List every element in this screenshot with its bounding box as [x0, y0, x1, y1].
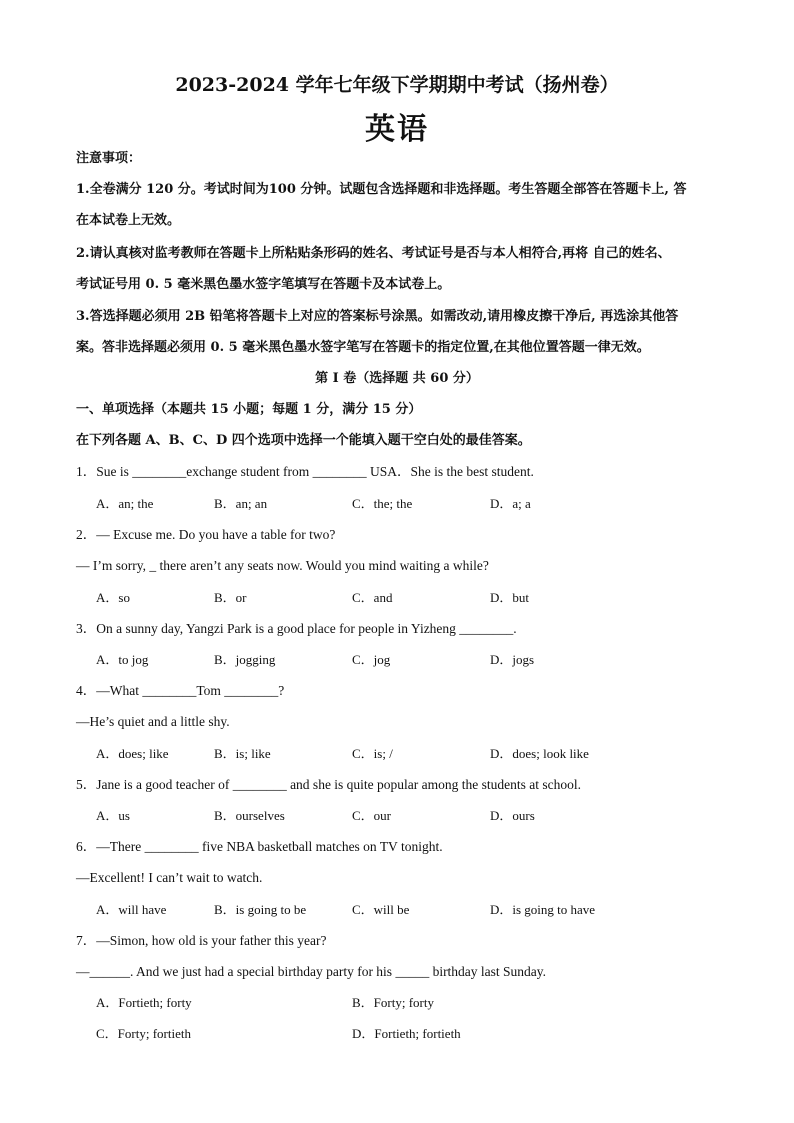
question-6-option-a: A．will have: [96, 902, 167, 917]
question-3-option-c: C．jog: [352, 652, 391, 667]
question-7-option-b: B．Forty; forty: [352, 995, 434, 1010]
section-1-title: 一、单项选择（本题共 15 小题；每题 1 分，满分 15 分）: [76, 402, 422, 417]
question-7-stem: 7．—Simon, how old is your father this year?: [76, 933, 327, 948]
question-4-option-d: D．does; look like: [490, 746, 589, 761]
question-4-stem: 4．—What ________Tom ________?: [76, 683, 285, 698]
part-1-heading: 第 I 卷（选择题 共 60 分）: [315, 371, 479, 386]
question-2-option-a: A．so: [96, 590, 130, 605]
notice-item-2-line-2: 考试证号用 0. 5 毫米黑色墨水签字笔填写在答题卡及本试卷上。: [76, 277, 451, 292]
section-1-instruction: 在下列各题 A、B、C、D 四个选项中选择一个能填入题干空白处的最佳答案。: [76, 433, 531, 448]
question-5-stem: 5．Jane is a good teacher of ________ and she is quite popular among the students at school.: [76, 777, 582, 792]
question-2-option-b: B．or: [214, 590, 247, 605]
question-7-option-a: A．Fortieth; forty: [96, 995, 192, 1010]
question-2-stem-line-2: — I’m sorry, _ there aren’t any seats now. Would you mind waiting a while?: [76, 558, 489, 573]
question-3-option-b: B．jogging: [214, 652, 276, 667]
question-4-option-b: B．is; like: [214, 746, 271, 761]
question-5-option-d: D．ours: [490, 808, 535, 823]
question-5-option-a: A．us: [96, 808, 130, 823]
question-7-stem-line-2: —______. And we just had a special birthday party for his _____ birthday last Sunday.: [76, 964, 547, 979]
question-1-option-d: D．a; a: [490, 496, 531, 511]
question-2-stem: 2．— Excuse me. Do you have a table for two?: [76, 527, 336, 542]
notice-item-3-line-1: 3.答选择题必须用 2B 铅笔将答题卡上对应的答案标号涂黑。如需改动,请用橡皮擦干净后, 再选涂其他答: [76, 309, 679, 324]
question-6-option-c: C．will be: [352, 902, 410, 917]
question-2-option-d: D．but: [490, 590, 530, 605]
question-7-option-d: D．Fortieth; fortieth: [352, 1026, 461, 1041]
question-5-option-b: B．ourselves: [214, 808, 285, 823]
question-1-option-a: A．an; the: [96, 496, 154, 511]
question-4-stem-line-2: —He’s quiet and a little shy.: [76, 714, 230, 729]
question-6-stem-line-2: —Excellent! I can’t wait to watch.: [76, 870, 263, 885]
question-4-option-c: C．is; /: [352, 746, 393, 761]
question-1-stem: 1．Sue is ________exchange student from ________ USA．She is the best student.: [76, 464, 534, 479]
question-1-option-c: C．the; the: [352, 496, 413, 511]
notice-item-1-line-2: 在本试卷上无效。: [76, 213, 181, 228]
question-4-option-a: A．does; like: [96, 746, 169, 761]
question-6-option-d: D．is going to have: [490, 902, 596, 917]
question-3-option-d: D．jogs: [490, 652, 535, 667]
notice-item-3-line-2: 案。答非选择题必须用 0. 5 毫米黑色墨水签字笔写在答题卡的指定位置,在其他位置答题一律无效。: [76, 340, 650, 355]
question-1-option-b: B．an; an: [214, 496, 268, 511]
notice-item-1-line-1: 1.全卷满分 120 分。考试时间为100 分钟。试题包含选择题和非选择题。考生答题全部答在答题卡上, 答: [76, 182, 687, 197]
question-6-option-b: B．is going to be: [214, 902, 307, 917]
exam-subject: 英语: [365, 112, 429, 147]
question-6-stem: 6．—There ________ five NBA basketball matches on TV tonight.: [76, 839, 443, 854]
notice-item-2-line-1: 2.请认真核对监考教师在答题卡上所粘贴条形码的姓名、考试证号是否与本人相符合,再将 自己的姓名、: [76, 246, 671, 261]
exam-title: 2023-2024 学年七年级下学期期中考试（扬州卷）: [175, 74, 619, 96]
question-2-option-c: C．and: [352, 590, 393, 605]
question-3-option-a: A．to jog: [96, 652, 149, 667]
question-5-option-c: C．our: [352, 808, 392, 823]
notice-heading: 注意事项：: [76, 151, 142, 166]
question-3-stem: 3．On a sunny day, Yangzi Park is a good place for people in Yizheng ________.: [76, 621, 517, 636]
question-7-option-c: C．Forty; fortieth: [96, 1026, 191, 1041]
